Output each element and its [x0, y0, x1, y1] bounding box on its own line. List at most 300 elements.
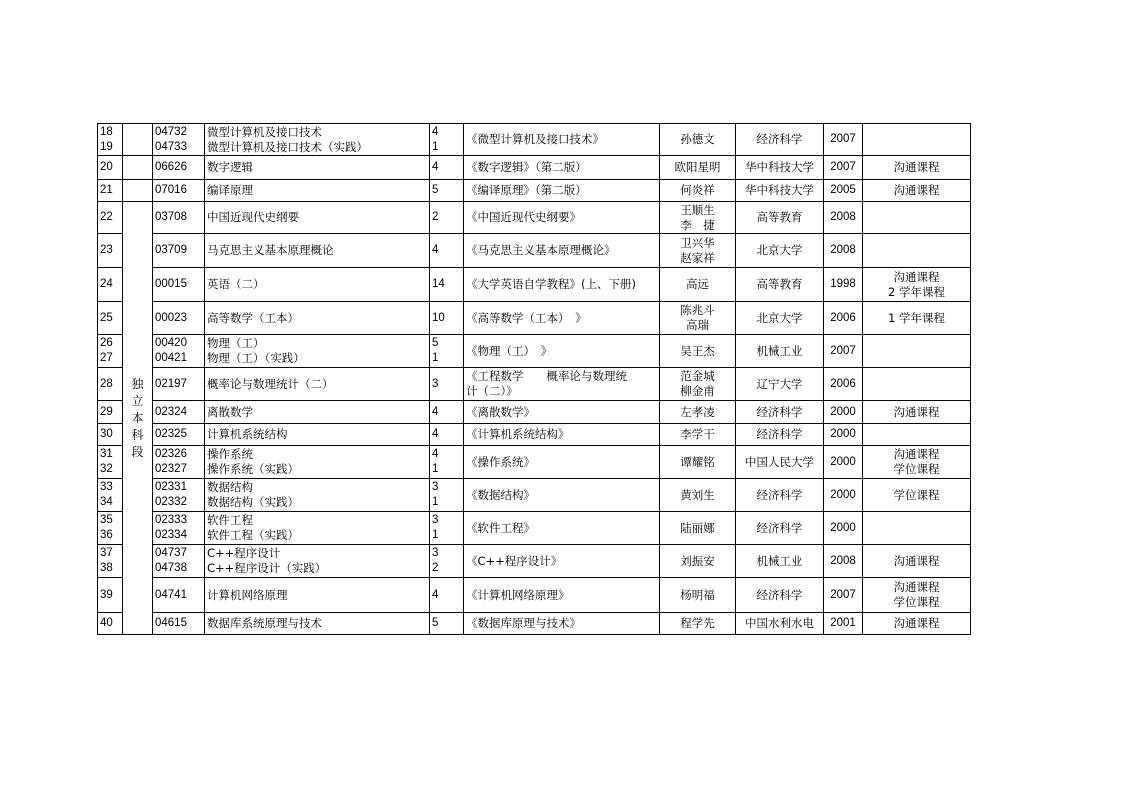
- credit-line: 2: [432, 211, 439, 223]
- course-code: [153, 234, 205, 268]
- row-number-line: 20: [100, 161, 113, 173]
- author: [660, 613, 736, 635]
- row-number: [98, 578, 123, 613]
- note-line: 1 学年课程: [888, 310, 945, 325]
- credit-line: 5: [432, 617, 439, 629]
- table-row: [98, 234, 971, 268]
- course-code: [153, 268, 205, 302]
- year: 2006: [824, 302, 863, 335]
- credit-line: 14: [432, 278, 445, 290]
- credit-line: 4: [432, 244, 439, 256]
- credit: [430, 446, 464, 479]
- course-code-line: 04615: [155, 617, 187, 629]
- course-name-line: 编译原理: [207, 183, 253, 197]
- author: [660, 545, 736, 578]
- stage-cell: [123, 202, 153, 635]
- note: [863, 424, 971, 446]
- year: 2005: [824, 180, 863, 202]
- course-name-line: 中国近现代史纲要: [207, 210, 299, 224]
- row-number-line: 31: [100, 448, 113, 460]
- textbook: [464, 124, 660, 156]
- course-name-line: 微型计算机及接口技术: [207, 124, 322, 139]
- course-code: [153, 613, 205, 635]
- table-row: [98, 202, 971, 234]
- publisher: 机械工业: [736, 335, 824, 368]
- stage-blank-cell: [123, 156, 153, 180]
- stage-blank-cell: [123, 124, 153, 156]
- course-name-line: 计算机网络原理: [207, 587, 288, 602]
- note: [863, 302, 971, 335]
- year: 2007: [824, 578, 863, 613]
- year: 2008: [824, 545, 863, 578]
- course-code-line: 00420: [155, 337, 187, 349]
- course-code: [153, 180, 205, 202]
- course-name-line: 操作系统: [207, 447, 253, 461]
- note: [863, 512, 971, 545]
- year: 2000: [824, 479, 863, 512]
- textbook-line: 《高等数学（工本） 》: [466, 310, 587, 325]
- course-name-line: 操作系统（实践）: [207, 462, 299, 476]
- row-number-line: 39: [100, 588, 113, 601]
- author: [660, 446, 736, 479]
- course-code-line: 02332: [155, 496, 187, 508]
- course-code-line: 04733: [155, 140, 187, 153]
- course-name: [205, 124, 430, 156]
- table-row: [98, 268, 971, 302]
- credit: [430, 424, 464, 446]
- course-name-line: 软件工程（实践）: [207, 528, 299, 542]
- course-code-line: 02325: [155, 428, 187, 440]
- textbook-line: 《数据库原理与技术》: [466, 616, 581, 630]
- credit: [430, 613, 464, 635]
- year: 2000: [824, 446, 863, 479]
- table-row: [98, 156, 971, 180]
- year: 2000: [824, 424, 863, 446]
- textbook: [464, 512, 660, 545]
- textbook: [464, 156, 660, 180]
- textbook: [464, 180, 660, 202]
- year: 2006: [824, 368, 863, 401]
- row-number-line: 26: [100, 337, 113, 349]
- textbook-line: 《中国近现代史纲要》: [466, 210, 581, 224]
- note: [863, 335, 971, 368]
- note-line: 学位课程: [893, 462, 940, 476]
- textbook-line: 《操作系统》: [466, 454, 535, 469]
- credit: [430, 479, 464, 512]
- course-code-line: 04737: [155, 547, 187, 559]
- row-number-line: 35: [100, 514, 113, 526]
- table-row: [98, 613, 971, 635]
- course-code: [153, 202, 205, 234]
- textbook-line: 《大学英语自学教程》(上、下册): [466, 277, 636, 291]
- row-number: [98, 401, 123, 424]
- course-name-line: 数据库系统原理与技术: [207, 616, 322, 630]
- publisher: 北京大学: [736, 302, 824, 335]
- credit-line: 1: [432, 352, 439, 364]
- note: [863, 234, 971, 268]
- course-name: [205, 180, 430, 202]
- row-number-line: 30: [100, 428, 113, 440]
- table-row: [98, 446, 971, 479]
- course-name-line: C++程序设计（实践）: [207, 561, 327, 575]
- author: [660, 302, 736, 335]
- table-row: [98, 578, 971, 613]
- course-code-line: 02334: [155, 529, 187, 541]
- note: [863, 613, 971, 635]
- credit-line: 3: [432, 547, 439, 559]
- author: [660, 268, 736, 302]
- course-code: [153, 446, 205, 479]
- note: [863, 202, 971, 234]
- table-row: [98, 479, 971, 512]
- publisher: 经济科学: [736, 578, 824, 613]
- credit-line: 4: [432, 125, 439, 138]
- course-name-line: 概率论与数理统计（二）: [207, 376, 334, 391]
- credit-line: 4: [432, 161, 439, 173]
- note: [863, 268, 971, 302]
- row-number: [98, 156, 123, 180]
- textbook-line: 《软件工程》: [466, 520, 535, 535]
- note: [863, 446, 971, 479]
- author-line: 刘振安: [680, 553, 715, 568]
- credit-line: 1: [432, 140, 439, 153]
- course-code: [153, 156, 205, 180]
- row-number-line: 40: [100, 617, 113, 629]
- author: [660, 335, 736, 368]
- note: [863, 401, 971, 424]
- course-name: [205, 512, 430, 545]
- author-line: 高瑞: [686, 318, 709, 332]
- course-code: [153, 368, 205, 401]
- course-name: [205, 545, 430, 578]
- publisher: 中国水利水电: [736, 613, 824, 635]
- note: [863, 180, 971, 202]
- textbook: [464, 479, 660, 512]
- note: [863, 124, 971, 156]
- author-line: 王顺生: [680, 202, 715, 217]
- year: 2008: [824, 234, 863, 268]
- credit: [430, 268, 464, 302]
- publisher: 经济科学: [736, 512, 824, 545]
- publisher: 高等教育: [736, 202, 824, 234]
- credit: [430, 234, 464, 268]
- course-code-line: 04738: [155, 562, 187, 574]
- note-line: 学位课程: [893, 595, 940, 609]
- credit-line: 3: [432, 377, 439, 390]
- course-name: [205, 578, 430, 613]
- table-row: [98, 545, 971, 578]
- row-number-line: 21: [100, 184, 113, 196]
- course-name: [205, 613, 430, 635]
- author-line: 吴王杰: [680, 343, 715, 358]
- textbook: [464, 234, 660, 268]
- credit: [430, 512, 464, 545]
- row-number-line: 29: [100, 405, 113, 418]
- row-number-line: 22: [100, 211, 113, 223]
- table-row: [98, 124, 971, 156]
- year: 2001: [824, 613, 863, 635]
- note-line: 沟通课程: [893, 160, 940, 174]
- course-name: [205, 234, 430, 268]
- credit-line: 1: [432, 496, 439, 508]
- textbook-line: 《工程数学 概率论与数理统: [466, 369, 627, 383]
- year: 1998: [824, 268, 863, 302]
- textbook-line: 《编译原理》（第二版）: [466, 183, 587, 197]
- textbook-line: 《微型计算机及接口技术》: [466, 132, 604, 146]
- course-name-line: 数据结构: [207, 480, 253, 494]
- author: [660, 578, 736, 613]
- course-code-line: 03709: [155, 244, 187, 256]
- course-code-line: 06626: [155, 161, 187, 173]
- course-code: [153, 545, 205, 578]
- course-name-line: 高等数学（工本）: [207, 310, 299, 325]
- credit: [430, 335, 464, 368]
- author: [660, 368, 736, 401]
- textbook-line: 《数字逻辑》（第二版）: [466, 160, 587, 174]
- year: 2007: [824, 156, 863, 180]
- textbook: [464, 424, 660, 446]
- publisher: 高等教育: [736, 268, 824, 302]
- author: [660, 234, 736, 268]
- author-line: 高远: [686, 277, 709, 291]
- course-code-line: 02324: [155, 405, 187, 418]
- textbook: [464, 578, 660, 613]
- row-number: [98, 202, 123, 234]
- textbook-line: 《物理（工） 》: [466, 343, 553, 358]
- author-line: 范金城: [680, 369, 715, 383]
- author-line: 杨明福: [680, 587, 715, 602]
- credit: [430, 180, 464, 202]
- note-line: 沟通课程: [893, 183, 940, 197]
- row-number-line: 24: [100, 278, 113, 290]
- course-code: [153, 424, 205, 446]
- author: [660, 424, 736, 446]
- credit: [430, 202, 464, 234]
- publisher: 辽宁大学: [736, 368, 824, 401]
- course-name: [205, 302, 430, 335]
- author-line: 李 捷: [680, 217, 715, 232]
- course-code: [153, 302, 205, 335]
- course-name-line: 数据结构（实践）: [207, 495, 299, 509]
- year: 2000: [824, 512, 863, 545]
- table-row: [98, 368, 971, 401]
- year: 2000: [824, 401, 863, 424]
- credit-line: 4: [432, 405, 439, 418]
- course-name-line: 离散数学: [207, 404, 253, 419]
- note-line: 沟通课程: [893, 404, 940, 419]
- row-number-line: 32: [100, 463, 113, 475]
- course-name: [205, 268, 430, 302]
- credit-line: 4: [432, 448, 439, 460]
- table-body: [98, 124, 971, 635]
- note-line: 沟通课程: [893, 616, 940, 630]
- credit-line: 4: [432, 428, 439, 440]
- author: [660, 180, 736, 202]
- table-row: [98, 424, 971, 446]
- publisher: 中国人民大学: [736, 446, 824, 479]
- row-number-line: 23: [100, 244, 113, 256]
- note-line: 沟通课程: [893, 447, 940, 461]
- year: 2007: [824, 124, 863, 156]
- author-line: 欧阳星明: [674, 160, 721, 174]
- row-number-line: 25: [100, 311, 113, 324]
- course-name: [205, 335, 430, 368]
- credit-line: 1: [432, 529, 439, 541]
- author: [660, 202, 736, 234]
- stage-blank-cell: [123, 180, 153, 202]
- note-line: 沟通课程: [893, 580, 940, 594]
- row-number-line: 19: [100, 140, 113, 153]
- textbook-line: 《数据结构》: [466, 487, 535, 502]
- credit-line: 2: [432, 562, 439, 574]
- publisher: 华中科技大学: [736, 156, 824, 180]
- credit: [430, 368, 464, 401]
- textbook-line: 《计算机网络原理》: [466, 587, 570, 602]
- course-name-line: 物理（工）: [207, 336, 265, 350]
- row-number-line: 38: [100, 562, 113, 574]
- credit-line: 5: [432, 337, 439, 349]
- course-name: [205, 479, 430, 512]
- author: [660, 512, 736, 545]
- author: [660, 479, 736, 512]
- course-code-line: 07016: [155, 184, 187, 196]
- publisher: 经济科学: [736, 401, 824, 424]
- publisher: 经济科学: [736, 479, 824, 512]
- publisher: 华中科技大学: [736, 180, 824, 202]
- course-code-line: 04732: [155, 125, 187, 138]
- table-row: [98, 335, 971, 368]
- row-number: [98, 268, 123, 302]
- table-row: [98, 302, 971, 335]
- course-code-line: 02331: [155, 481, 187, 493]
- textbook: [464, 202, 660, 234]
- course-name: [205, 202, 430, 234]
- author-line: 黄刘生: [680, 487, 715, 502]
- textbook-line: 《C++程序设计》: [466, 553, 563, 568]
- author-line: 卫兴华: [680, 235, 715, 250]
- row-number: [98, 368, 123, 401]
- year: 2007: [824, 335, 863, 368]
- course-code-line: 00023: [155, 311, 187, 324]
- table-row: [98, 180, 971, 202]
- publisher: 经济科学: [736, 424, 824, 446]
- course-name: [205, 156, 430, 180]
- course-code: [153, 578, 205, 613]
- course-name-line: 英语（二）: [207, 277, 265, 291]
- credit: [430, 124, 464, 156]
- year: 2008: [824, 202, 863, 234]
- course-code-line: 02197: [155, 377, 187, 390]
- course-name-line: 物理（工）（实践）: [207, 351, 305, 365]
- row-number: [98, 335, 123, 368]
- author-line: 谭耀铭: [680, 454, 715, 469]
- row-number: [98, 180, 123, 202]
- row-number-line: 28: [100, 377, 113, 390]
- course-name-line: 微型计算机及接口技术（实践）: [207, 139, 368, 154]
- table-row: [98, 512, 971, 545]
- credit-line: 10: [432, 311, 445, 324]
- row-number-line: 36: [100, 529, 113, 541]
- course-name-line: 软件工程: [207, 513, 253, 527]
- note: [863, 545, 971, 578]
- row-number-line: 37: [100, 547, 113, 559]
- row-number-line: 33: [100, 481, 113, 493]
- note-line: 沟通课程: [893, 553, 940, 568]
- author: [660, 401, 736, 424]
- row-number-line: 34: [100, 496, 113, 508]
- author-line: 何炎祥: [680, 183, 715, 197]
- stage-label: 独立本科段: [131, 376, 144, 459]
- note-line: 沟通课程: [893, 269, 940, 284]
- textbook: [464, 401, 660, 424]
- note-line: 学位课程: [893, 487, 940, 502]
- course-name: [205, 424, 430, 446]
- textbook: [464, 268, 660, 302]
- publisher: 北京大学: [736, 234, 824, 268]
- course-code-line: 00015: [155, 278, 187, 290]
- author-line: 孙德文: [680, 132, 715, 146]
- credit: [430, 578, 464, 613]
- course-code-line: 00421: [155, 352, 187, 364]
- author-line: 赵家祥: [680, 250, 715, 265]
- credit-line: 3: [432, 514, 439, 526]
- credit: [430, 545, 464, 578]
- author-line: 李学干: [680, 427, 715, 441]
- note: [863, 578, 971, 613]
- course-code-line: 02326: [155, 448, 187, 460]
- course-code: [153, 401, 205, 424]
- credit-line: 4: [432, 588, 439, 601]
- course-code-line: 04741: [155, 588, 187, 601]
- publisher: 机械工业: [736, 545, 824, 578]
- row-number-line: 27: [100, 352, 113, 364]
- credit: [430, 156, 464, 180]
- course-name-line: 马克思主义基本原理概论: [207, 243, 334, 257]
- course-code: [153, 124, 205, 156]
- author: [660, 124, 736, 156]
- credit: [430, 401, 464, 424]
- course-name: [205, 446, 430, 479]
- course-table: [97, 123, 971, 635]
- textbook: [464, 545, 660, 578]
- course-name-line: 数字逻辑: [207, 160, 253, 174]
- table-row: [98, 401, 971, 424]
- course-name: [205, 368, 430, 401]
- author-line: 陈兆斗: [680, 303, 715, 317]
- textbook: [464, 613, 660, 635]
- course-code: [153, 335, 205, 368]
- course-code-line: 02327: [155, 463, 187, 475]
- course-name: [205, 401, 430, 424]
- credit-line: 3: [432, 481, 439, 493]
- textbook: [464, 302, 660, 335]
- row-number: [98, 613, 123, 635]
- textbook-line: 《离散数学》: [466, 404, 535, 419]
- course-code-line: 02333: [155, 514, 187, 526]
- note: [863, 156, 971, 180]
- publisher: 经济科学: [736, 124, 824, 156]
- textbook-line: 《马克思主义基本原理概论》: [466, 243, 616, 257]
- author: [660, 156, 736, 180]
- row-number: [98, 234, 123, 268]
- row-number: [98, 512, 123, 545]
- course-code: [153, 512, 205, 545]
- course-name-line: C++程序设计: [207, 546, 281, 560]
- author-line: 程学先: [680, 616, 715, 630]
- row-number: [98, 302, 123, 335]
- row-number: [98, 545, 123, 578]
- course-name-line: 计算机系统结构: [207, 427, 288, 441]
